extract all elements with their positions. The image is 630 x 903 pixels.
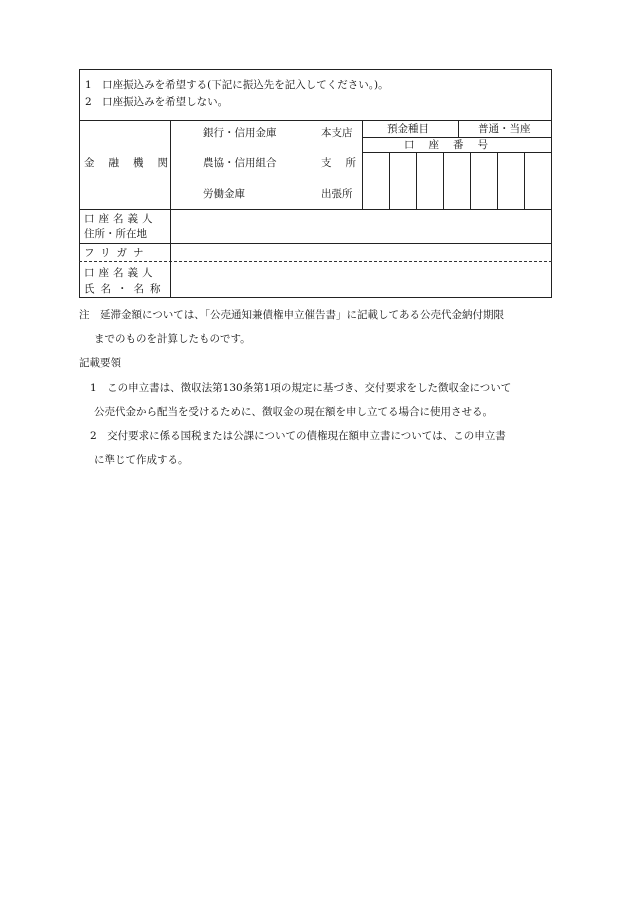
deposit-type-label: 預金種目 [387, 123, 429, 135]
account-number-label: 口座番号 [404, 139, 502, 151]
branch-type-2: 支所 [321, 157, 370, 169]
option-transfer-yes: 1 口座振込みを希望する(下記に振込先を記入してください。)。 [85, 79, 389, 91]
option-transfer-no: 2 口座振込みを希望しない。 [85, 96, 229, 108]
digit-divider [524, 152, 525, 209]
bank-type-1: 銀行・信用金庫 [203, 127, 277, 139]
digit-divider [497, 152, 498, 209]
note-line-1: 注 延滞金額については、「公売通知兼債権申立催告書」に記載してある公売代金納付期限 [79, 309, 505, 321]
rule-label-column [170, 120, 171, 298]
instructions-heading: 記載要領 [79, 357, 121, 369]
instruction-1-line-1: 1 この申立書は、徴収法第130条第1項の規定に基づき、交付要求をした徴収金について [90, 382, 512, 394]
rule-bank-bottom [79, 209, 552, 210]
holder-name-label-2: 氏名・名称 [84, 283, 167, 295]
branch-type-1: 本支店 [321, 127, 353, 139]
instruction-1-line-2: 公売代金から配当を受けるために、徴収金の現在額を申し立てる場合に使用させる。 [94, 406, 493, 418]
branch-type-3: 出張所 [321, 188, 353, 200]
rule-deposit-split [458, 120, 459, 137]
financial-institution-label: 金融機関 [84, 157, 182, 169]
rule-address-bottom [79, 243, 552, 244]
note-line-2: までのものを計算したものです。 [94, 333, 251, 345]
rule-furigana-dashed [79, 261, 552, 262]
holder-address-label-1: 口座名義人 [84, 213, 157, 225]
instruction-2-line-1: 2 交付要求に係る国税または公課についての債権現在額申立書については、この申立書 [90, 430, 506, 442]
digit-divider [389, 152, 390, 209]
holder-name-label-1: 口座名義人 [84, 267, 157, 279]
instruction-2-line-2: に準じて作成する。 [94, 454, 189, 466]
rule-options-bottom [79, 120, 552, 121]
bank-type-3: 労働金庫 [203, 188, 245, 200]
holder-address-label-2: 住所・所在地 [84, 228, 147, 240]
digit-divider [416, 152, 417, 209]
digit-divider [443, 152, 444, 209]
bank-type-2: 農協・信用組合 [203, 157, 277, 169]
furigana-label: フリガナ [84, 247, 150, 259]
rule-deposit-row [362, 137, 552, 138]
digit-divider [470, 152, 471, 209]
deposit-type-value: 普通・当座 [478, 123, 531, 135]
